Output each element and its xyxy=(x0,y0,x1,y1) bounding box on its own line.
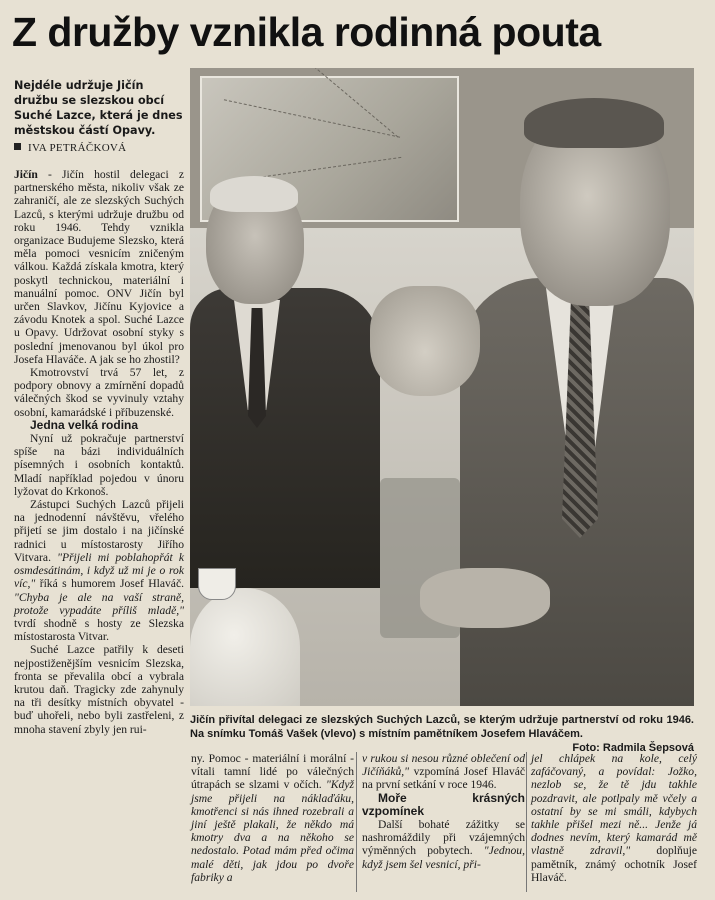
author-byline xyxy=(14,142,184,154)
quote: v rukou si nesou různé oblečení od Jičíňáků," xyxy=(362,752,525,779)
quote: "Jednou, když jsem šel vesnicí, při- xyxy=(362,844,525,871)
photo-hair xyxy=(210,176,298,212)
article-column-4 xyxy=(531,752,697,884)
quote: jel chlápek na kole, celý zafáčovaný, a povídal: Jožko, nezlob se, že tě jdu takhle pozdravit, ale potlpaly mě včely a ostatní by se mi smáli, kdybych takhle přišel mezi ně... Jenže já dodnes nevím, který kamarád mě vlastně zdravil," xyxy=(531,752,697,858)
quote: "Když jsme přijeli na náklaďáku, kmotřenci si nás ihned rozebrali a jiní ještě plakali, že někdo má kmotry dva a na někoho se nedostalo. Potad mám před očima malé děti, jak jdou po dvoře fabriky a xyxy=(191,778,354,884)
photo-raised-hand xyxy=(370,286,480,396)
paragraph xyxy=(191,752,354,884)
paragraph: Nyní už pokračuje partnerství spíše na bázi individuálních písemných i osobních kontaktů. Mladí například pojedou v únoru lyžovat do Krkonoš. xyxy=(14,432,184,498)
paragraph-text: tvrdí shodně s hosty ze Slezska místostarosta Vitvar. xyxy=(14,616,184,644)
paragraph-text: - Jičín hostil delegaci z partnerského města, nikoliv však ze zahraničí, ale ze slezských Suchých Lazců, s kterými udržuje družbu od roku 1946. Tehdy vznikla organizace Budujeme Slezsko, která měla pomoci vesnicím zničeným válkou. Každá získala kmotra, který poskytl technickou, materiální i manuální pomoc. ONV Jičín byl určen Slavkov, Jičínu Kyjovice a závodu Knotek a spol. Suché Lazce u Opavy. Udržovat osobní styky s poslední jmenovanou byl úkol pro Josefa Hlaváče. A jak se ho zhostil? xyxy=(14,168,184,366)
photo-table xyxy=(190,588,300,706)
paragraph xyxy=(362,752,525,792)
paragraph xyxy=(531,752,697,884)
photo-hair xyxy=(524,98,664,148)
paragraph-text: říká s humorem Josef Hlaváč. xyxy=(35,577,184,591)
byline-square-icon xyxy=(14,143,21,150)
dateline: Jičín xyxy=(14,168,38,181)
quote: "Přijeli mi poblahopřát k osmdesátinám, i když už mi je o rok víc," xyxy=(14,550,184,591)
paragraph-text: ny. Pomoc - materiální i morální - vítali tamní lidé po válečných útrapách se slzami v očích. xyxy=(191,752,354,792)
subheading: Moře krásných vzpomínek xyxy=(362,790,525,818)
photo-caption xyxy=(190,713,694,755)
caption-text: Jičín přivítal delegaci ze slezských Suchých Lazců, se kterým udržuje partnerství od roku 1946. Na snímku Tomáš Vašek (vlevo) s místním pamětníkem Josefem Hlaváčem. xyxy=(190,714,694,740)
headline: Z družby vznikla rodinná pouta xyxy=(12,9,601,55)
paragraph-text: Zástupci Suchých Lazců přijeli na jednodenní návštěvu, vřelého přijetí se jim dostalo i na jičínské radnici u místostarosty Jiřího Vitvara. xyxy=(14,498,184,564)
subheading: Jedna velká rodina xyxy=(30,417,139,432)
paragraph: Kmotrovství trvá 57 let, z podpory obnovy a zmírnění dopadů válečných škod se vyvinuly vztahy osobní, kamarádské i příbuzenské. xyxy=(14,366,184,419)
paragraph-text: vzpomíná Josef Hlaváč na první setkání v roce 1946. xyxy=(362,765,525,792)
author-name: IVA PETRÁČKOVÁ xyxy=(28,142,127,154)
article-column-3 xyxy=(362,752,525,871)
quote: "Chyba je ale na vaší straně, protože vypadáte příliš mladě," xyxy=(14,590,184,617)
paragraph xyxy=(14,168,184,366)
paragraph xyxy=(362,818,525,871)
paragraph: Suché Lazce patřily k deseti nejpostiženějším vesnicím Slezska, fronta se převalila obcí a vybrala krutou daň. Tragicky zde zahynuly na tři desítky místních obyvatel - buď uhořeli, nebo byli zastřeleni, z mnoha stavení zbyly jen rui- xyxy=(14,643,184,736)
photo-person-left-body xyxy=(190,288,380,588)
article-photo xyxy=(190,68,694,706)
lead-paragraph: Nejdéle udržuje Jičín družbu se slezskou obcí Suché Lazce, která je dnes městskou částí Opavy. xyxy=(14,79,183,137)
column-divider xyxy=(526,752,527,892)
article-column-2 xyxy=(191,752,354,884)
column-divider xyxy=(356,752,357,892)
photo-cup xyxy=(198,568,236,600)
paragraph xyxy=(14,498,184,643)
photo-credit: Foto: Radmila Šepsová xyxy=(572,742,694,754)
paragraph-text: Další bohaté zážitky se nashromáždily při vzájemných výměnných pobytech. xyxy=(362,818,525,858)
article-column-1 xyxy=(14,168,184,736)
paragraph-text: doplňuje pamětník, známý ochotník Josef Hlaváč. xyxy=(531,844,697,884)
photo-hands xyxy=(420,568,550,628)
